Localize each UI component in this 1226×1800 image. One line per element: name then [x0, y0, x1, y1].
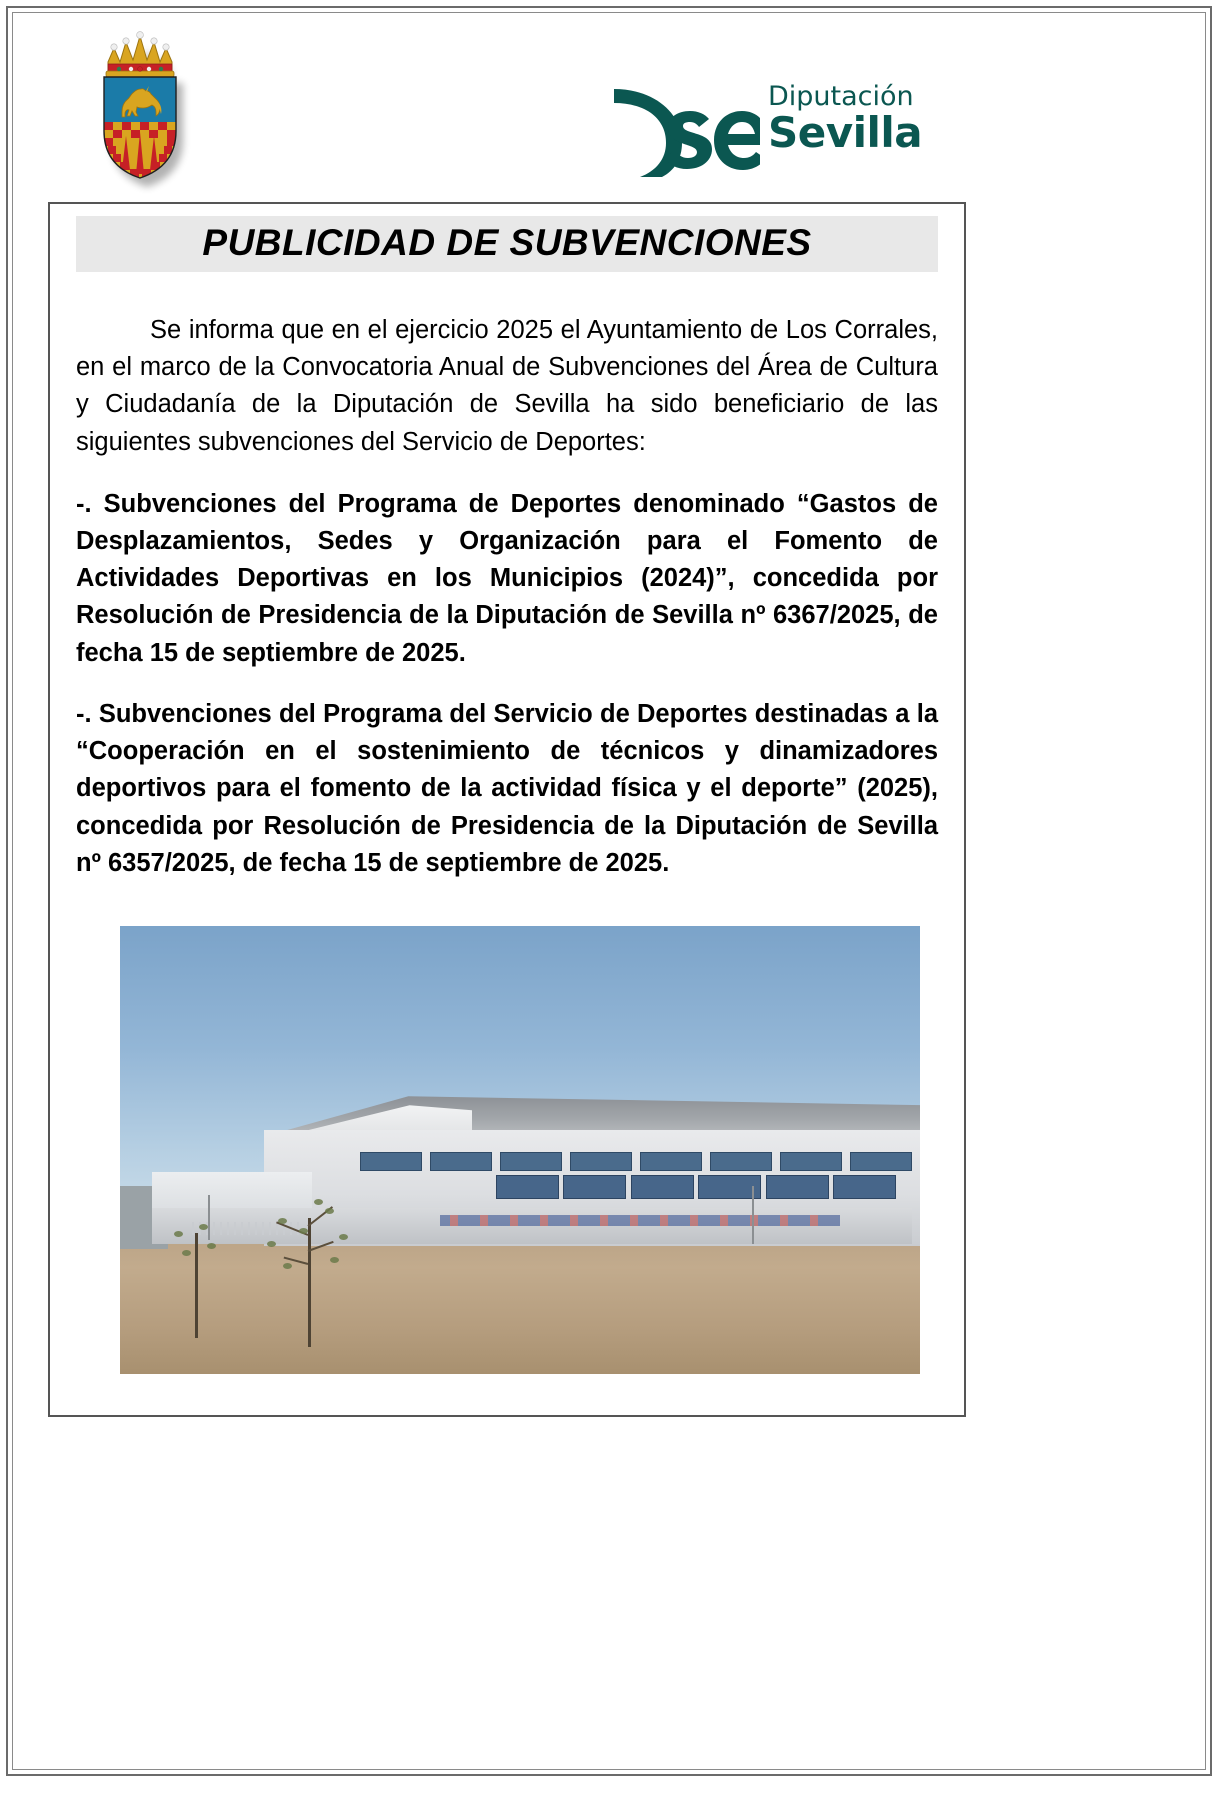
page-title: PUBLICIDAD DE SUBVENCIONES: [76, 216, 938, 272]
photo-tree-small: [168, 1222, 224, 1338]
diputacion-sevilla-logo: [610, 73, 950, 183]
document-header: [20, 18, 1206, 193]
sports-pavilion-photo: [120, 926, 920, 1374]
logo-line-sevilla: Sevilla: [768, 108, 923, 157]
paragraph-subvencion-2: -. Subvenciones del Programa del Servicio de Deportes destinadas a la “Cooperación en el sostenimiento de técnicos y dinamizadores deportivos para el fomento de la actividad física y el deporte” (2025), concedida por Resolución de Presidencia de la Diputación de Sevilla nº 6357/2025, de fecha 15 de septiembre de 2025.: [76, 699, 938, 877]
photo-mural-text: [440, 1215, 840, 1226]
announcement-panel: [48, 202, 966, 1417]
photo-window-band-upper: [360, 1152, 912, 1171]
paragraph-subvencion-1: -. Subvenciones del Programa de Deportes denominado “Gastos de Desplazamientos, Sedes y Organización para el Fomento de Actividades Deportivas en los Municipios (2024)”, concedida por Resolución de Presidencia de la Diputación de Sevilla nº 6367/2025, de fecha 15 de septiembre de 2025.: [76, 489, 938, 667]
announcement-body: [76, 312, 938, 882]
logo-line-diputacion: Diputación: [768, 81, 914, 112]
photo-window-band-lower: [496, 1175, 896, 1200]
photo-tree-main: [256, 1186, 368, 1347]
coat-of-arms-icon: [86, 28, 194, 183]
paragraph-intro: Se informa que en el ejercicio 2025 el Ayuntamiento de Los Corrales, en el marco de la Convocatoria Anual de Subvenciones del Área de Cultura y Ciudadanía de la Diputación de Sevilla ha sido beneficiario de las siguientes subvenciones del Servicio de Deportes:: [76, 315, 938, 456]
photo-scene: [120, 926, 920, 1374]
photo-lamp-post-2: [752, 1186, 754, 1244]
diputacion-wordmark: [768, 81, 953, 157]
dse-mark-icon: [610, 73, 760, 178]
